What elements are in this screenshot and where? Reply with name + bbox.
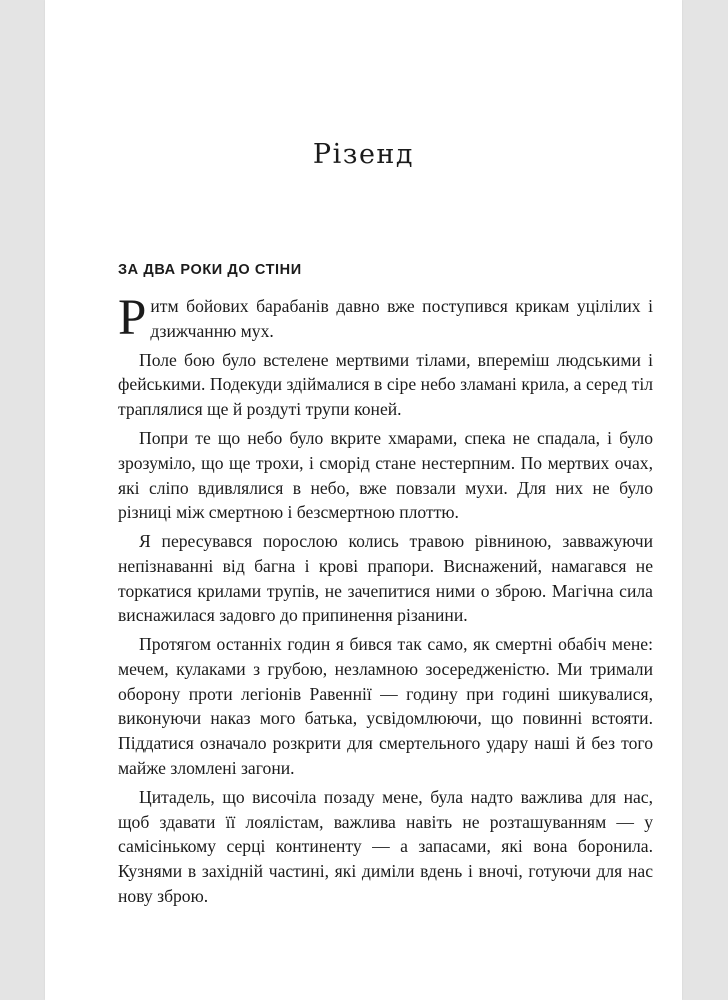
paragraph-3: Попри те що небо було вкрите хмарами, спека не спадала, і було зрозуміло, що ще трохи, і сморід стане нестерпним. По мертвих очах, які сліпо вдивлялися в небо, вже повзали мухи. Для них не було різниці між смертною і безсмертною плоттю. [118,428,653,523]
drop-cap: Р [118,290,147,346]
chapter-title: Різенд [312,139,415,170]
paragraph-6: Цитадель, що височіла позаду мене, була надто важлива для нас, щоб здавати її лоялістам, важлива навіть не розташуванням — у самісінькому серці континенту — а запасами, які вона боронила. Кузнями в західній частині, які диміли вдень і вночі, готуючи для нас нову зброю. [118,786,653,906]
chapter-subheading: ЗА ДВА РОКИ ДО СТІНИ [118,262,302,278]
paragraph-1 [118,290,653,346]
paragraph-4: Я пересувався порослою колись травою рівниною, завважуючи непізнаванні від багна і крові прапори. Виснажений, намагався не торкатися крилами трупів, не зачепитися ними о зброю. Магічна сила виснажилася задовго до припинення різанини. [118,531,653,626]
paragraph-1-text: итм бойових барабанів давно вже поступився крикам уцілілих і дзижчанню мух. [150,296,653,341]
book-page [45,0,682,1000]
paragraph-5: Протягом останніх годин я бився так само, як смертні обабіч мене: мечем, кулаками з грубою, незламною зосередженістю. Ми тримали оборону проти легіонів Равеннії — годину при годині шикувалися, виконуючи наказ мого батька, усвідомлюючи, що повинні встояти. Піддатися означало розкрити для смертельного удару наші й без того майже зломлені загони. [118,634,653,778]
paragraph-2: Поле бою було встелене мертвими тілами, впереміш людськими і фейськими. Подекуди здіймалися в сіре небо зламані крила, а серед тіл траплялися ще й роздуті трупи коней. [118,349,653,420]
body-text [118,290,653,913]
